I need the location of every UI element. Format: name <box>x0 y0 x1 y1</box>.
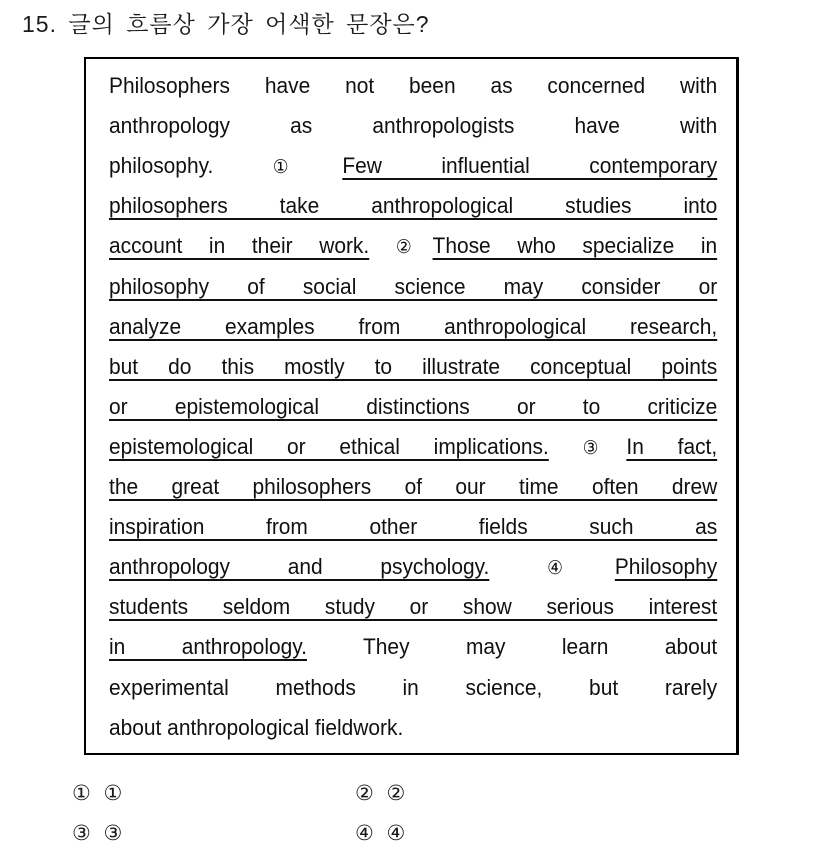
passage-line <box>109 673 717 703</box>
underlined-sentence-text: students seldom study or show serious interest <box>109 594 718 620</box>
passage-text: experimental methods in science, but rarely <box>109 674 718 700</box>
choice-1[interactable] <box>72 781 122 805</box>
choice-marker: ② <box>355 781 374 805</box>
choice-marker: ④ <box>355 821 374 845</box>
passage-text <box>369 233 396 258</box>
underlined-sentence-text: Few influential contemporary <box>342 153 718 179</box>
underlined-sentence-text: the great philosophers of our time often drew <box>109 474 718 499</box>
passage-text: philosophy. <box>109 153 273 179</box>
sentence-marker: ① <box>272 156 343 179</box>
passage-text: about anthropological fieldwork. <box>109 714 404 740</box>
passage-text <box>549 434 583 459</box>
sentence-marker: ④ <box>547 557 615 580</box>
underlined-sentence-text: but do this mostly to illustrate conceptual points <box>109 353 718 379</box>
passage-line <box>109 151 717 181</box>
underlined-sentence-text: Philosophy <box>614 554 718 580</box>
passage-line <box>109 231 717 261</box>
underlined-sentence-text: philosophy of social science may consider or <box>109 273 718 299</box>
underlined-sentence-text: In fact, <box>626 433 718 459</box>
question-number: 15. <box>22 11 57 37</box>
underlined-sentence-text: or epistemological distinctions or to criticize <box>109 393 718 419</box>
passage-text: Philosophers have not been as concerned with <box>109 73 718 98</box>
sentence-marker: ③ <box>582 436 627 459</box>
passage-line <box>109 312 717 342</box>
passage-line <box>109 191 717 221</box>
passage-line <box>109 432 717 462</box>
passage-line <box>109 713 717 743</box>
passage-line <box>109 592 717 622</box>
underlined-sentence-text: Those who specialize in <box>432 233 718 259</box>
passage-line <box>109 71 717 101</box>
passage-line <box>109 272 717 302</box>
passage-text: They may learn about <box>306 634 718 660</box>
question-prompt: 글의 흐름상 가장 어색한 문장은? <box>68 11 430 37</box>
underlined-sentence-text: epistemological or ethical implications. <box>109 433 549 459</box>
underlined-sentence-text: account in their work. <box>109 233 370 259</box>
question-title <box>22 6 430 39</box>
choice-label: ④ <box>386 821 406 845</box>
underlined-sentence-text: anthropology and psychology. <box>109 554 490 580</box>
choice-label: ② <box>386 781 406 805</box>
underlined-sentence-text: in anthropology. <box>109 634 307 660</box>
passage-box <box>84 57 739 755</box>
passage-text: anthropology as anthropologists have with <box>109 113 718 139</box>
passage-line <box>109 352 717 382</box>
choice-2[interactable] <box>355 781 405 805</box>
passage-line <box>109 552 717 582</box>
choice-3[interactable] <box>72 821 122 845</box>
passage-text <box>489 554 547 579</box>
passage-line <box>109 472 717 502</box>
underlined-sentence-text: analyze examples from anthropological research, <box>109 313 718 339</box>
underlined-sentence-text: philosophers take anthropological studies into <box>109 193 718 219</box>
passage-line <box>109 111 717 141</box>
passage-line <box>109 392 717 422</box>
choice-marker: ③ <box>72 821 91 845</box>
passage-line <box>109 632 717 662</box>
choice-label: ① <box>103 781 123 805</box>
choice-4[interactable] <box>355 821 405 845</box>
choice-marker: ① <box>72 781 91 805</box>
sentence-marker: ② <box>395 236 433 259</box>
underlined-sentence-text: inspiration from other fields such as <box>109 514 718 540</box>
choice-label: ③ <box>103 821 123 845</box>
passage-line <box>109 512 717 542</box>
